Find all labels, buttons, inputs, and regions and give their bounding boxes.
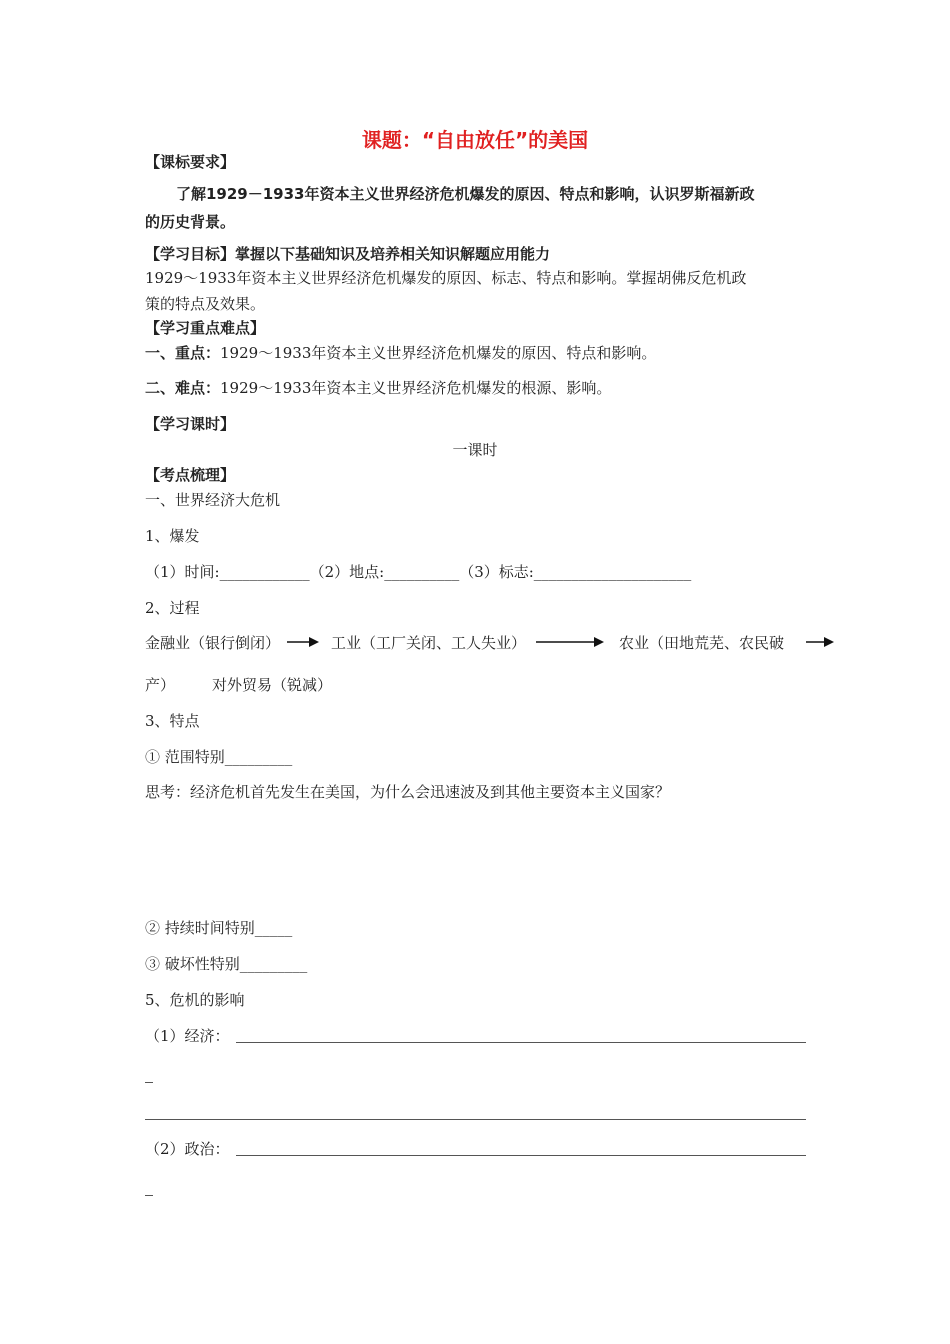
class-hours-heading: 【学习课时】 bbox=[145, 415, 236, 433]
arrow-right-icon bbox=[536, 634, 604, 650]
subsection-impact: 5、危机的影响 bbox=[145, 991, 245, 1009]
answer-line bbox=[236, 1042, 806, 1043]
review-heading: 【考点梳理】 bbox=[145, 466, 236, 484]
objectives-line1: 1929～1933年资本主义世界经济危机爆发的原因、标志、特点和影响。掌握胡佛反危机政 bbox=[145, 269, 747, 287]
feature-duration: ② 持续时间特别_____ bbox=[145, 919, 293, 937]
objectives-heading: 【学习目标】掌握以下基础知识及培养相关知识解题应用能力 bbox=[145, 245, 551, 263]
feature-destruction: ③ 破坏性特别_________ bbox=[145, 955, 308, 973]
keypoint-text-1: 1929～1933年资本主义世界经济危机爆发的原因、特点和影响。 bbox=[220, 344, 657, 362]
impact-economy-label: （1）经济： bbox=[145, 1027, 230, 1045]
feature-scope: ① 范围特别_________ bbox=[145, 748, 293, 766]
section-title-crisis: 一、世界经济大危机 bbox=[145, 491, 281, 509]
subsection-process: 2、过程 bbox=[145, 599, 200, 617]
arrow-right-icon bbox=[287, 634, 319, 650]
process-agriculture: 农业（田地荒芜、农民破 bbox=[619, 634, 785, 652]
process-trade: 对外贸易（锐减） bbox=[212, 676, 333, 694]
outbreak-blanks: （1）时间:____________（2）地点:__________（3）标志:_____________________ bbox=[145, 563, 692, 581]
answer-line bbox=[145, 1082, 153, 1083]
subsection-outbreak: 1、爆发 bbox=[145, 527, 200, 545]
keypoints-heading: 【学习重点难点】 bbox=[145, 319, 266, 337]
curriculum-text-line2: 的历史背景。 bbox=[145, 213, 236, 231]
process-industry: 工业（工厂关闭、工人失业） bbox=[331, 634, 527, 652]
impact-politics-label: （2）政治： bbox=[145, 1140, 230, 1158]
process-finance: 金融业（银行倒闭） bbox=[145, 634, 281, 652]
answer-line bbox=[145, 1119, 806, 1120]
curriculum-text-line1: 了解1929－1933年资本主义世界经济危机爆发的原因、特点和影响，认识罗斯福新政 bbox=[176, 185, 755, 203]
arrow-right-icon bbox=[806, 634, 834, 650]
page-title: 课题：“自由放任”的美国 bbox=[361, 128, 589, 152]
objectives-line2: 策的特点及效果。 bbox=[145, 295, 266, 313]
answer-line bbox=[145, 1195, 153, 1196]
keypoint-text-2: 1929～1933年资本主义世界经济危机爆发的根源、影响。 bbox=[220, 379, 612, 397]
keypoint-item-2 bbox=[145, 378, 611, 398]
answer-line bbox=[236, 1155, 806, 1156]
keypoint-label-2: 二、难点： bbox=[145, 379, 221, 397]
keypoint-item-1 bbox=[145, 343, 656, 363]
class-hours-value: 一课时 bbox=[452, 441, 498, 459]
keypoint-label-1: 一、重点： bbox=[145, 344, 221, 362]
curriculum-heading: 【课标要求】 bbox=[145, 153, 236, 171]
subsection-features: 3、特点 bbox=[145, 712, 200, 730]
think-question: 思考：经济危机首先发生在美国，为什么会迅速波及到其他主要资本主义国家？ bbox=[145, 783, 671, 801]
process-agriculture-cont: 产） bbox=[145, 676, 176, 694]
